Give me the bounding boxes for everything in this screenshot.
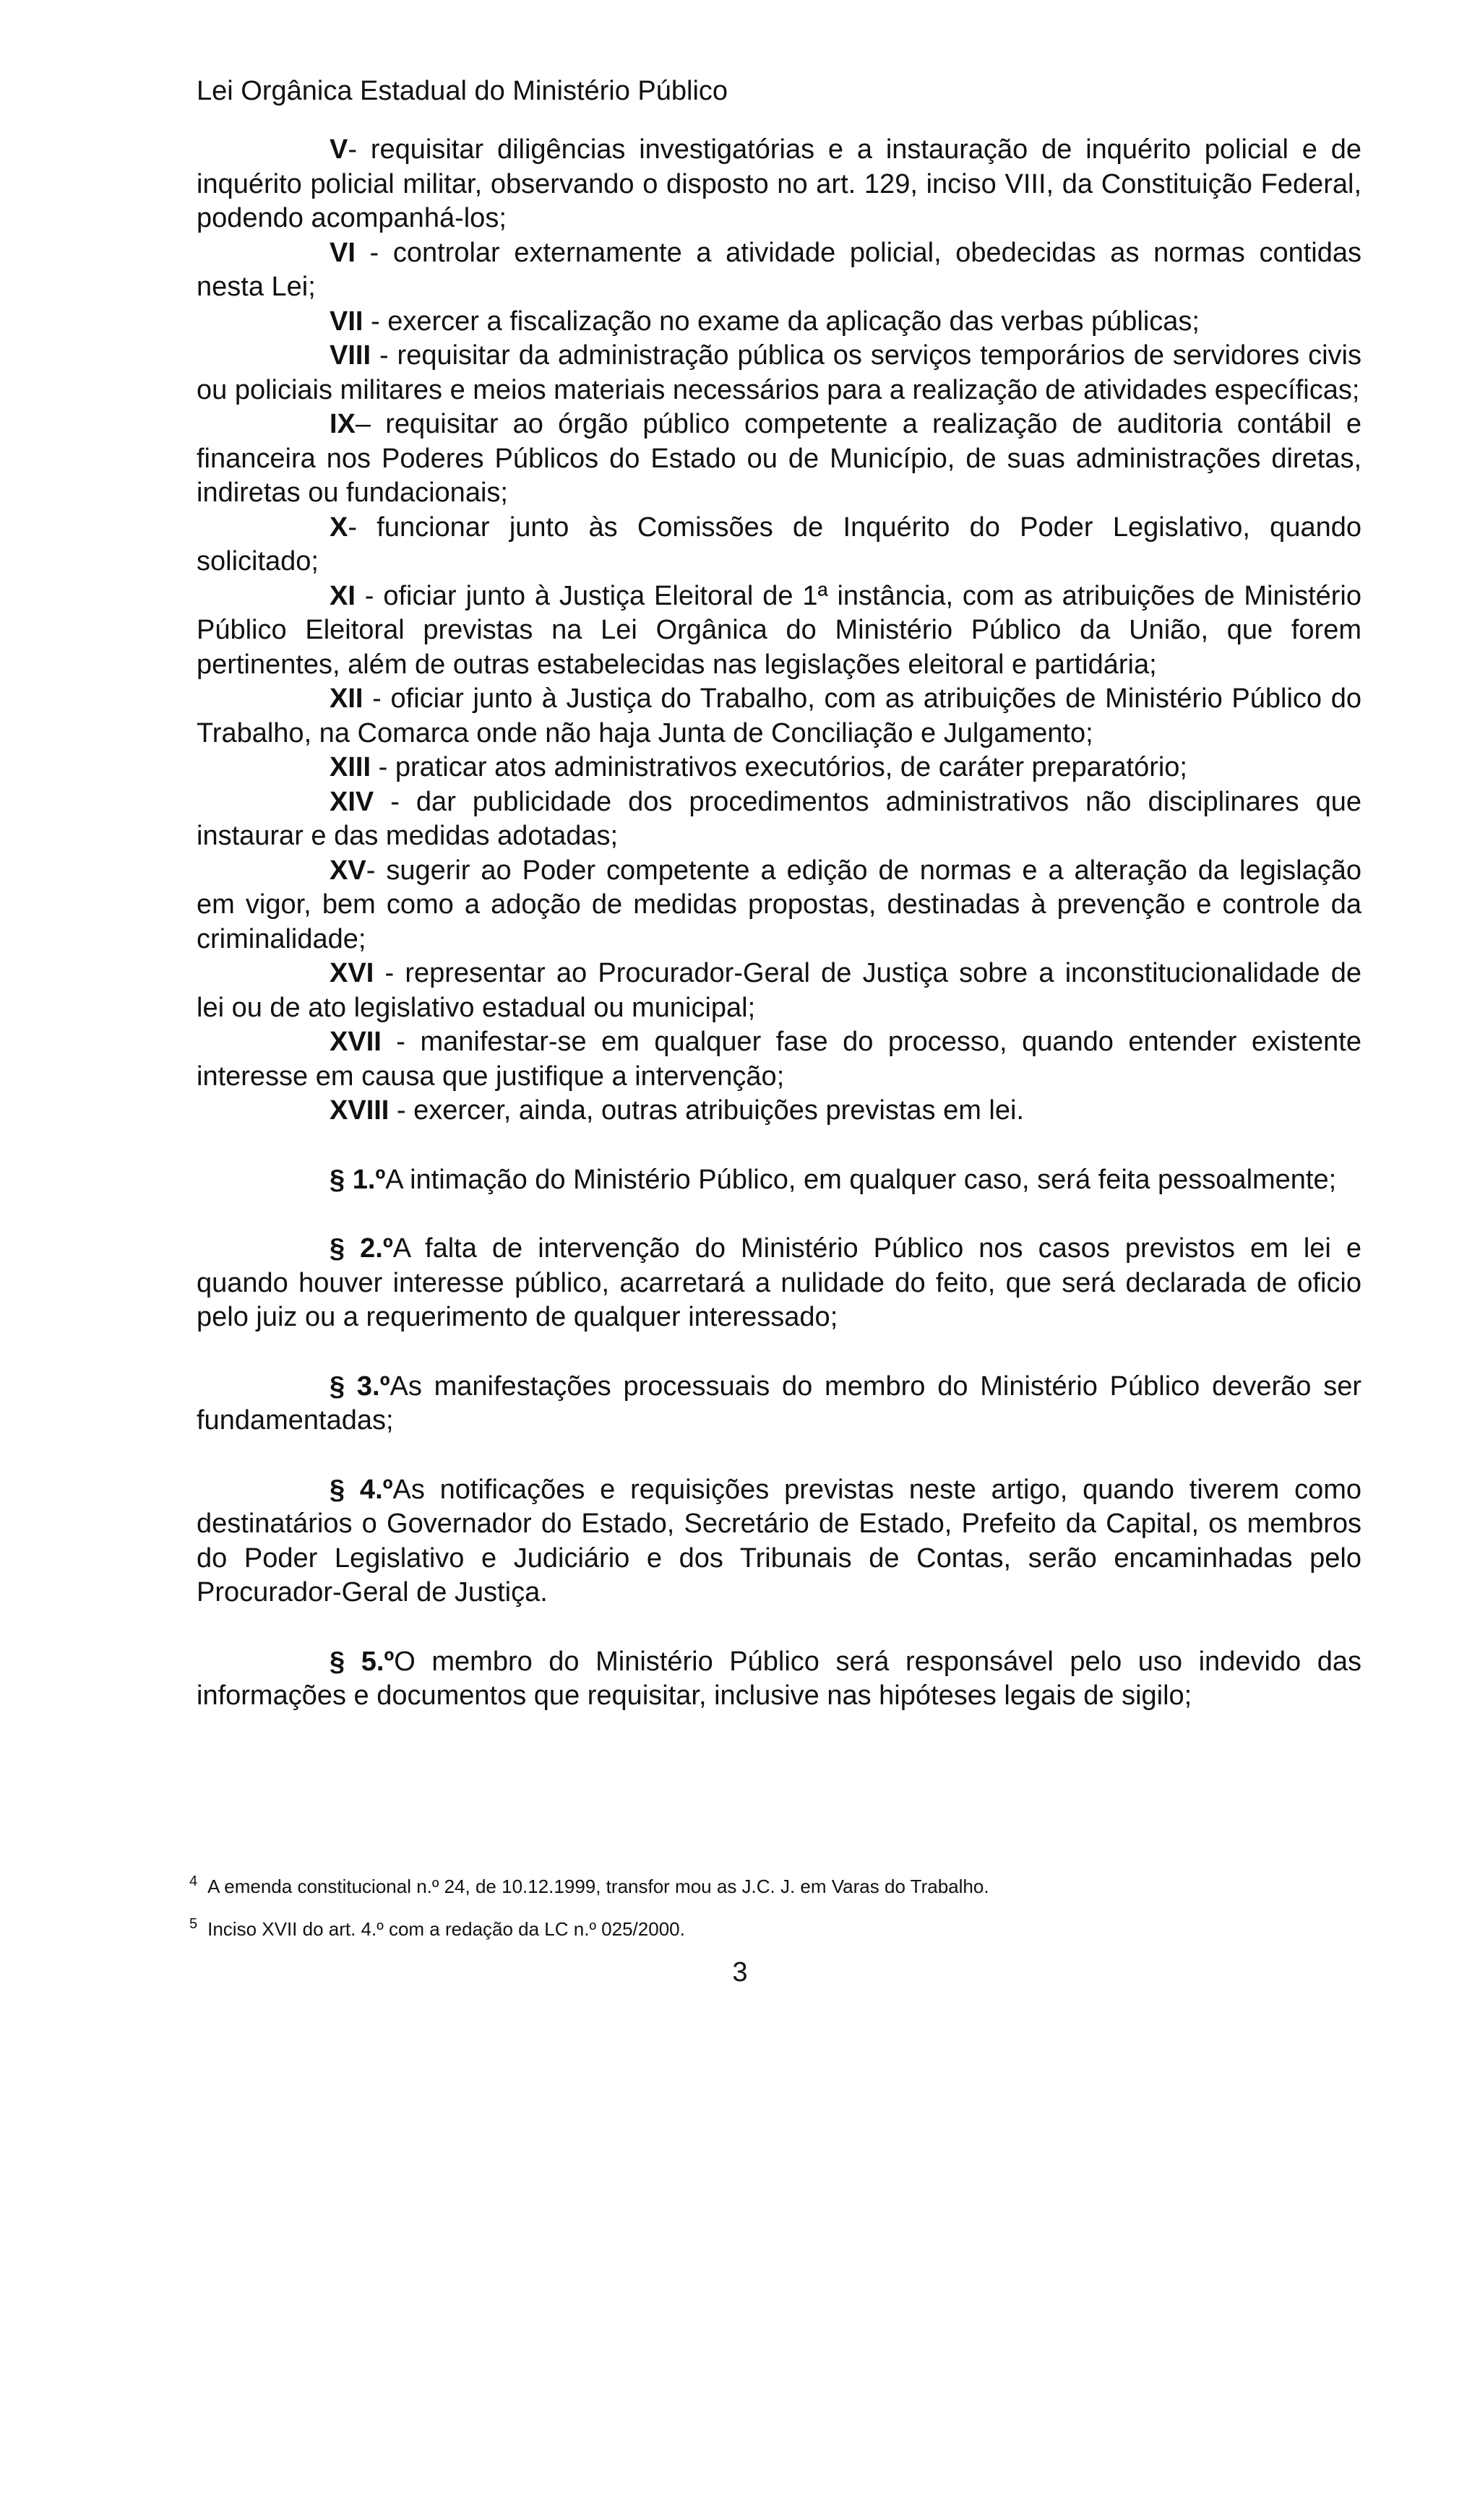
inciso-separator: -: [366, 855, 387, 886]
footnote-text: Inciso XVII do art. 4.º com a redação da LC n.º 025/2000.: [207, 1918, 685, 1940]
inciso-separator: -: [355, 580, 384, 611]
inciso-vi: [197, 236, 1361, 305]
paragraph-number: § 5.º: [330, 1646, 395, 1677]
inciso-text: controlar externamente a atividade policial, obedecidas as normas contidas nesta Lei;: [197, 237, 1361, 302]
inciso-xiii: [197, 751, 1361, 785]
spacer: [197, 1438, 1361, 1473]
inciso-ix: [197, 407, 1361, 511]
inciso-number: XIII: [330, 752, 371, 782]
inciso-xvii: [197, 1025, 1361, 1094]
inciso-separator: -: [363, 306, 388, 337]
paragraph-number: § 1.º: [330, 1164, 386, 1195]
inciso-x: [197, 511, 1361, 579]
inciso-xiv: [197, 785, 1361, 854]
spacer: [197, 1129, 1361, 1163]
paragraph-text: A falta de intervenção do Ministério Público nos casos previstos em lei e quando houver interesse público, acarretará a nulidade do feito, que será declarada de oficio pelo juiz ou a requerimento de qualquer interessado;: [197, 1233, 1362, 1332]
paragraph-4: [197, 1473, 1361, 1610]
inciso-text: exercer a fiscalização no exame da aplicação das verbas públicas;: [387, 306, 1200, 337]
spacer: [197, 1335, 1361, 1370]
inciso-xv: [197, 854, 1361, 957]
inciso-text: manifestar-se em qualquer fase do processo, quando entender existente interesse em causa que justifique a intervenção;: [197, 1027, 1361, 1092]
inciso-separator: -: [363, 683, 391, 714]
inciso-number: XVII: [330, 1027, 382, 1057]
inciso-number: VII: [330, 306, 363, 337]
inciso-text: oficiar junto à Justiça do Trabalho, com as atribuições de Ministério Público do Trabalho, na Comarca onde não haja Junta de Conciliação e Julgamento;: [197, 683, 1362, 748]
inciso-number: XVIII: [330, 1095, 390, 1126]
inciso-number: VIII: [330, 340, 371, 371]
paragraph-1: [197, 1163, 1361, 1198]
inciso-separator: -: [348, 134, 371, 165]
inciso-text: praticar atos administrativos executórios, de caráter preparatório;: [395, 752, 1187, 782]
paragraph-2: [197, 1232, 1361, 1335]
inciso-number: XV: [330, 855, 366, 886]
inciso-text: requisitar da administração pública os serviços temporários de servidores civis ou policiais militares e meios materiais necessários para a realização de atividades específicas;: [197, 340, 1361, 405]
inciso-separator: -: [389, 1095, 414, 1126]
page-number: 3: [732, 1957, 748, 1988]
inciso-number: X: [330, 512, 348, 543]
inciso-number: XII: [330, 683, 363, 714]
inciso-text: exercer, ainda, outras atribuições previstas em lei.: [413, 1095, 1025, 1126]
spacer: [197, 1197, 1361, 1232]
running-header: Lei Orgânica Estadual do Ministério Público: [197, 76, 728, 106]
inciso-separator: –: [355, 409, 386, 439]
inciso-number: V: [330, 134, 348, 165]
inciso-vii: [197, 305, 1361, 340]
inciso-v: [197, 133, 1361, 236]
footnotes: [189, 1863, 1360, 1948]
inciso-number: XIV: [330, 786, 374, 817]
paragraph-text: O membro do Ministério Público será responsável pelo uso indevido das informações e documentos que requisitar, inclusive nas hipóteses legais de sigilo;: [197, 1646, 1361, 1711]
inciso-xi: [197, 579, 1361, 683]
inciso-text: requisitar diligências investigatórias e a instauração de inquérito policial e de inquérito policial militar, observando o disposto no art. 129, inciso VIII, da Constituição Federal, podendo acompanhá-los;: [197, 134, 1362, 233]
inciso-separator: -: [371, 340, 397, 371]
inciso-separator: -: [374, 958, 405, 988]
paragraph-number: § 2.º: [330, 1233, 393, 1264]
paragraph-text: A intimação do Ministério Público, em qualquer caso, será feita pessoalmente;: [385, 1164, 1337, 1195]
footnote-mark: 4: [189, 1873, 198, 1889]
spacer: [197, 1610, 1361, 1645]
footnote-5: [189, 1905, 1360, 1948]
footnote-4: [189, 1863, 1360, 1905]
paragraph-text: As notificações e requisições previstas neste artigo, quando tiverem como destinatários o Governador do Estado, Secretário de Estado, Prefeito da Capital, os membros do Poder Legislativo e Judiciário e dos Tribunais de Contas, serão encaminhadas pelo Procurador-Geral de Justiça.: [197, 1474, 1361, 1608]
inciso-separator: -: [355, 237, 393, 268]
paragraph-number: § 3.º: [330, 1371, 390, 1402]
inciso-text: dar publicidade dos procedimentos administrativos não disciplinares que instaurar e das medidas adotadas;: [197, 786, 1361, 851]
inciso-text: funcionar junto às Comissões de Inquérito do Poder Legislativo, quando solicitado;: [197, 512, 1361, 577]
inciso-number: XI: [330, 580, 356, 611]
inciso-separator: -: [371, 752, 395, 782]
inciso-number: VI: [330, 237, 356, 268]
inciso-viii: [197, 339, 1361, 407]
paragraph-5: [197, 1645, 1361, 1714]
paragraph-3: [197, 1370, 1361, 1438]
inciso-text: sugerir ao Poder competente a edição de normas e a alteração da legislação em vigor, bem como a adoção de medidas propostas, destinadas à prevenção e controle da criminalidade;: [197, 855, 1361, 954]
paragraph-number: § 4.º: [330, 1474, 393, 1505]
document-body: [197, 133, 1361, 1714]
inciso-text: representar ao Procurador-Geral de Justiça sobre a inconstitucionalidade de lei ou de ato legislativo estadual ou municipal;: [197, 958, 1361, 1023]
footnote-mark: 5: [189, 1916, 198, 1932]
inciso-xviii: [197, 1094, 1361, 1129]
footnote-text: A emenda constitucional n.º 24, de 10.12.1999, transfor mou as J.C. J. em Varas do Trabalho.: [207, 1876, 989, 1897]
paragraph-text: As manifestações processuais do membro do Ministério Público deverão ser fundamentadas;: [197, 1371, 1361, 1436]
inciso-separator: -: [374, 786, 416, 817]
inciso-number: IX: [330, 409, 356, 439]
inciso-separator: -: [381, 1027, 421, 1057]
inciso-xvi: [197, 957, 1361, 1025]
inciso-number: XVI: [330, 958, 374, 988]
inciso-text: requisitar ao órgão público competente a realização de auditoria contábil e financeira nos Poderes Públicos do Estado ou de Município, de suas administrações diretas, indiretas ou fundacionais;: [197, 409, 1361, 508]
inciso-text: oficiar junto à Justiça Eleitoral de 1ª instância, com as atribuições de Ministério Público Eleitoral previstas na Lei Orgânica do Ministério Público da União, que forem pertinentes, além de outras estabelecidas nas legislações eleitoral e partidária;: [197, 580, 1361, 680]
inciso-separator: -: [348, 512, 377, 543]
inciso-xii: [197, 682, 1361, 751]
